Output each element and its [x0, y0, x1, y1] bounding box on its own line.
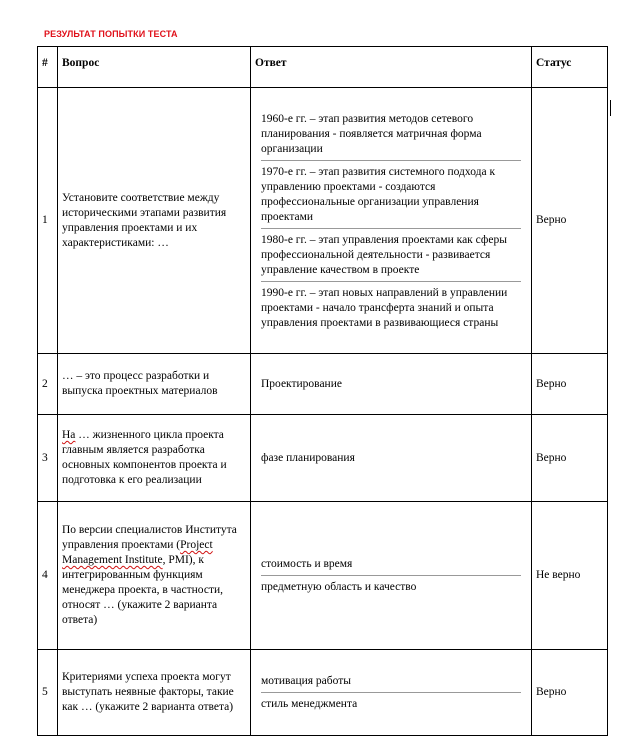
row-number: 2 — [38, 354, 58, 415]
answer-option: фазе планирования — [261, 452, 355, 464]
text-cursor — [610, 100, 611, 116]
table-row — [38, 502, 608, 650]
table-header-row — [38, 47, 608, 88]
answer-cell — [251, 354, 532, 415]
header-status: Статус — [532, 47, 608, 88]
answer-option: стоимость и время — [261, 558, 353, 570]
answer-option: стиль менеджмента — [261, 692, 521, 715]
question-text-fragment: , PMI), к интегрированным функциям менеджера проекта, в частности, относят … (укажите 2 варианта ответа) — [62, 554, 223, 626]
status-cell: Верно — [532, 354, 608, 415]
status-cell: Не верно — [532, 502, 608, 650]
status-cell: Верно — [532, 88, 608, 354]
question-cell: Установите соответствие между историческими этапами развития управления проектами и их характеристиками: … — [58, 88, 251, 354]
table-row — [38, 415, 608, 502]
row-number: 1 — [38, 88, 58, 354]
answer-option: 1960-е гг. – этап развития методов сетевого планирования - появляется матричная форма организации — [261, 112, 482, 155]
table-row — [38, 354, 608, 415]
answer-cell — [251, 502, 532, 650]
answer-cell — [251, 650, 532, 736]
question-cell — [58, 415, 251, 502]
results-table — [37, 46, 608, 736]
status-cell: Верно — [532, 415, 608, 502]
question-text-fragment: Project Management Institute — [62, 539, 213, 566]
answer-option: 1990-е гг. – этап новых направлений в управлении проектами - начало трансферта знаний и опыта управления проектами в развивающиеся страны — [261, 281, 521, 334]
page-heading: РЕЗУЛЬТАТ ПОПЫТКИ ТЕСТА — [44, 29, 178, 39]
row-number: 3 — [38, 415, 58, 502]
table-row — [38, 88, 608, 354]
answer-option: 1980-е гг. – этап управления проектами как сферы профессиональной деятельности - развивается управление качеством в проекте — [261, 228, 521, 281]
header-num: # — [38, 47, 58, 88]
answer-option: мотивация работы — [261, 675, 351, 687]
table-row — [38, 650, 608, 736]
question-text-fragment: На — [62, 429, 76, 441]
question-cell: Критериями успеха проекта могут выступать неявные факторы, такие как … (укажите 2 варианта ответа) — [58, 650, 251, 736]
row-number: 5 — [38, 650, 58, 736]
row-number: 4 — [38, 502, 58, 650]
header-answer: Ответ — [251, 47, 532, 88]
answer-option: 1970-е гг. – этап развития системного подхода к управлению проектами - создаются профессиональные организации управления проектами — [261, 160, 521, 228]
question-cell — [58, 502, 251, 650]
question-text-fragment: … жизненного цикла проекта главным является разработка основных компонентов проекта и подготовка к его реализации — [62, 429, 227, 486]
answer-cell — [251, 415, 532, 502]
status-cell: Верно — [532, 650, 608, 736]
answer-option: Проектирование — [261, 378, 342, 390]
question-cell: … – это процесс разработки и выпуска проектных материалов — [58, 354, 251, 415]
answer-cell — [251, 88, 532, 354]
question-text-fragment: По версии специалистов Института управления проектами ( — [62, 524, 237, 551]
header-question: Вопрос — [58, 47, 251, 88]
answer-option: предметную область и качество — [261, 575, 521, 598]
